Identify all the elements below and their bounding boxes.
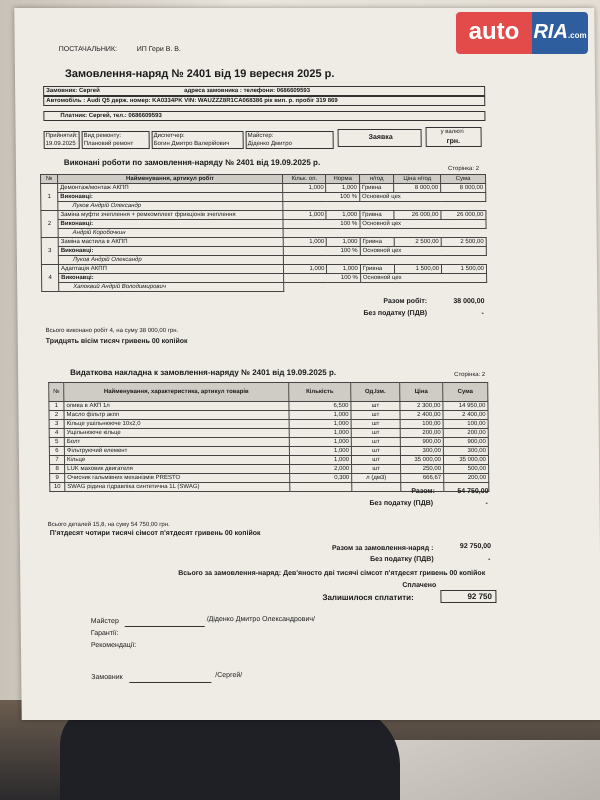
cell: олива в АКП 1л bbox=[64, 402, 289, 411]
works-title: Виконані роботи по замовлення-наряду № 2401 від 19.09.2025 р. bbox=[63, 158, 321, 167]
grand-total-value: 92 750,00 bbox=[459, 543, 492, 550]
cell: 1 bbox=[49, 402, 64, 411]
master-sign-line bbox=[125, 626, 205, 627]
supplier-label: ПОСТАЧАЛЬНИК: bbox=[58, 46, 117, 53]
works-total-label: Разом робіт: bbox=[383, 298, 428, 305]
cell: Заміна муфти зчеплення + ремкомплект фрикціонів зчеплення bbox=[58, 211, 283, 220]
cell: 8 000,00 bbox=[394, 184, 441, 193]
grand-vat-label: Без податку (ПДВ) bbox=[370, 556, 434, 563]
order-title: Замовлення-наряд № 2401 від 19 вересня 2025 р. bbox=[64, 68, 335, 80]
cell bbox=[284, 283, 487, 292]
cell: Луков Андрій Олександр bbox=[58, 202, 283, 211]
cell: 500,00 bbox=[444, 465, 489, 474]
cell: 26 000,00 bbox=[441, 211, 486, 220]
works-col-sum: Сума bbox=[441, 175, 486, 184]
supplier-name: ИП Гери В. В. bbox=[136, 46, 181, 53]
cell: 1,000 bbox=[289, 438, 351, 447]
cell: Виконавці: bbox=[58, 220, 283, 229]
cell: 3 bbox=[41, 238, 58, 265]
parts-summary-small: Всього деталей 15,8, на суму 54 750,00 грн. bbox=[47, 522, 170, 528]
payer-row bbox=[43, 111, 485, 121]
info-repair-label: Вид ремонту: bbox=[83, 133, 122, 139]
cell: Гривна bbox=[359, 184, 394, 193]
parts-col-name: Найменування, характеристика, артикул товарів bbox=[64, 383, 289, 402]
table-row bbox=[41, 229, 486, 238]
cell: 250,00 bbox=[401, 465, 444, 474]
table-row bbox=[41, 256, 486, 265]
cell: Виконавці: bbox=[58, 193, 283, 202]
cell: 200,00 bbox=[400, 429, 443, 438]
cell: Адаптація АКПП bbox=[58, 265, 283, 274]
table-row bbox=[49, 429, 488, 438]
cell: 100,00 bbox=[443, 420, 488, 429]
info-accepted-value: 19.09.2025 bbox=[45, 141, 76, 147]
table-row bbox=[50, 474, 489, 483]
parts-page: Сторінка: 2 bbox=[454, 372, 486, 378]
cell: шт bbox=[352, 465, 401, 474]
customer-name: Замовник: Сергей bbox=[46, 88, 100, 94]
car-row bbox=[43, 96, 485, 106]
table-row bbox=[41, 265, 486, 274]
info-master-label: Майстер: bbox=[247, 133, 274, 139]
cell: л (дм3) bbox=[352, 474, 401, 483]
cell: 10 bbox=[50, 483, 65, 492]
car-info: Автомобіль : Audi Q5 держ. номер: KA0334PK VIN: WAUZZZ8R1CA068386 рік вип. р. пробіг 319 869 bbox=[46, 98, 338, 104]
cell: 1,000 bbox=[289, 447, 351, 456]
cell: SWAG рідина гідравліка синтетична 1L (SWAG) bbox=[65, 483, 290, 492]
cell: 1,000 bbox=[283, 184, 327, 193]
parts-vat-label: Без податку (ПДВ) bbox=[369, 500, 434, 507]
cell: Заміна мастила в АКПП bbox=[58, 238, 283, 247]
cell: Основной цех bbox=[360, 247, 486, 256]
cell: Основной цех bbox=[359, 193, 485, 202]
table-row bbox=[41, 202, 486, 211]
cell bbox=[352, 483, 401, 492]
cell: Гривна bbox=[360, 238, 395, 247]
cell: Гривна bbox=[360, 265, 395, 274]
cell: Луков Андрій Олександр bbox=[58, 256, 283, 265]
recommend-label: Рекомендації: bbox=[90, 642, 137, 649]
works-col-qty: Кільк. оп. bbox=[283, 175, 327, 184]
works-header-row bbox=[41, 175, 486, 184]
table-row bbox=[42, 283, 487, 292]
cell: 1,000 bbox=[289, 429, 351, 438]
document-paper bbox=[14, 8, 600, 720]
cell: Кільце ушільнююче 10x2,0 bbox=[64, 420, 289, 429]
parts-col-unit: Од.Ізм. bbox=[351, 383, 400, 402]
cell: 100,00 bbox=[400, 420, 443, 429]
customer-address: адреса замовника : телефони: 0686609593 bbox=[184, 88, 311, 94]
cell: шт bbox=[351, 402, 400, 411]
cell: 100 % bbox=[283, 220, 360, 229]
cell: 4 bbox=[41, 265, 58, 292]
customer-sign-name: /Сергей/ bbox=[215, 672, 243, 679]
cell: Кільце bbox=[64, 456, 289, 465]
cell: 2,000 bbox=[290, 465, 352, 474]
cell: шт bbox=[351, 420, 400, 429]
cell: 35 000,00 bbox=[400, 456, 443, 465]
table-row bbox=[41, 238, 486, 247]
cell: 1,000 bbox=[283, 265, 327, 274]
cell: Гривна bbox=[360, 211, 395, 220]
parts-col-qty: Кількість bbox=[289, 383, 351, 402]
cell: 8 000,00 bbox=[441, 184, 486, 193]
table-row bbox=[49, 402, 488, 411]
table-row bbox=[49, 447, 488, 456]
remaining-box bbox=[440, 590, 496, 603]
table-row bbox=[49, 456, 488, 465]
grand-total-label: Разом за замовлення-наряд : bbox=[331, 545, 434, 552]
remaining-value: 92 750 bbox=[467, 592, 492, 601]
parts-col-num: № bbox=[49, 383, 64, 402]
works-table bbox=[40, 174, 487, 292]
cell: Болт bbox=[64, 438, 289, 447]
warranty-label: Гарантії: bbox=[90, 630, 119, 637]
cell bbox=[283, 256, 486, 265]
info-request-label: Заявка bbox=[368, 134, 393, 141]
cell: 1,000 bbox=[289, 420, 351, 429]
parts-total-value: 54 750,00 bbox=[457, 488, 489, 495]
cell: Виконавці: bbox=[59, 274, 284, 283]
cell: 1 500,00 bbox=[395, 265, 442, 274]
parts-table bbox=[48, 382, 489, 492]
cell bbox=[283, 202, 486, 211]
cell: Андрій Коробочкин bbox=[58, 229, 283, 238]
table-row bbox=[41, 220, 486, 229]
cell: 1,000 bbox=[283, 238, 327, 247]
cell: 1,000 bbox=[327, 265, 360, 274]
parts-vat-value: - bbox=[485, 500, 488, 507]
cell: 7 bbox=[49, 456, 64, 465]
cell: 3 bbox=[49, 420, 64, 429]
table-row bbox=[49, 420, 488, 429]
cell: 26 000,00 bbox=[394, 211, 441, 220]
cell: 1,000 bbox=[289, 411, 351, 420]
cell: Основной цех bbox=[360, 274, 486, 283]
cell: 1,000 bbox=[327, 238, 360, 247]
cell: 6 bbox=[49, 447, 64, 456]
info-repair-type bbox=[82, 131, 150, 149]
logo-auto: auto bbox=[456, 12, 532, 54]
works-summary-small: Всього виконано робіт 4, на суму 38 000,00 грн. bbox=[45, 328, 179, 334]
cell: Основной цех bbox=[360, 220, 486, 229]
table-row bbox=[49, 438, 488, 447]
cell: 900,00 bbox=[443, 438, 488, 447]
payer-info: Платник: Сергей, тел.: 0686609593 bbox=[60, 113, 162, 119]
cell: 100 % bbox=[283, 193, 360, 202]
info-dispatcher-label: Диспетчер: bbox=[153, 133, 185, 139]
remaining-label: Залишилося сплатити: bbox=[322, 593, 414, 602]
info-currency-value: грн. bbox=[446, 138, 461, 145]
master-sign-label: Майстер bbox=[90, 618, 119, 625]
parts-col-sum: Сума bbox=[443, 383, 488, 402]
cell: шт bbox=[351, 411, 400, 420]
works-vat-value: - bbox=[481, 310, 484, 317]
cell: 2 500,00 bbox=[395, 238, 442, 247]
cell: 2 bbox=[41, 211, 58, 238]
works-col-name: Найменування, артикул робіт bbox=[58, 175, 283, 184]
customer-sign-label: Замовник bbox=[91, 674, 123, 681]
table-row bbox=[49, 411, 488, 420]
works-col-num: № bbox=[41, 175, 58, 184]
cell: 900,00 bbox=[400, 438, 443, 447]
cell: 2 400,00 bbox=[400, 411, 443, 420]
cell: LUK маховик двигателя bbox=[65, 465, 290, 474]
info-master bbox=[246, 131, 334, 149]
parts-summary-words: П'ятдесят чотири тисячі сімсот п'ятдесят гривень 00 копійок bbox=[49, 530, 261, 537]
info-currency bbox=[426, 127, 482, 147]
info-currency-label: у валюті bbox=[440, 129, 464, 135]
info-accepted-label: Прийнятий: bbox=[45, 133, 78, 139]
works-summary-words: Тридцять вісім тисяч гривень 00 копійок bbox=[45, 338, 188, 345]
works-total-value: 38 000,00 bbox=[453, 298, 485, 305]
cell: 4 bbox=[49, 429, 64, 438]
cell: 300,00 bbox=[443, 447, 488, 456]
parts-col-price: Ціна bbox=[400, 383, 443, 402]
cell: Очисник гальмівних механізмів PRESTO bbox=[65, 474, 290, 483]
info-master-value: Діденко Дмитро bbox=[247, 141, 292, 147]
grand-vat-value: - bbox=[488, 556, 491, 563]
table-row bbox=[41, 247, 486, 256]
cell: 8 bbox=[50, 465, 65, 474]
cell: 1,000 bbox=[326, 211, 359, 220]
cell: 14 950,00 bbox=[443, 402, 488, 411]
cell: Фільтруючий елемент bbox=[64, 447, 289, 456]
cell: 2 500,00 bbox=[441, 238, 486, 247]
cell: 100 % bbox=[283, 247, 360, 256]
table-row bbox=[42, 274, 487, 283]
cell: 2 400,00 bbox=[443, 411, 488, 420]
cell: 200,00 bbox=[443, 429, 488, 438]
cell: Демонтаж/монтаж АКПП bbox=[58, 184, 283, 193]
table-row bbox=[41, 184, 486, 193]
customer-row bbox=[43, 86, 485, 96]
cell: 35 000,00 bbox=[443, 456, 488, 465]
grand-words: Всього за замовлення-наряд: Дев'яносто дві тисячі сімсот п'ятдесят гривень 00 копійок bbox=[178, 570, 486, 577]
parts-total-label: Разом: bbox=[411, 488, 435, 495]
cell: 200,00 bbox=[444, 474, 489, 483]
works-col-norm: Норма bbox=[326, 175, 359, 184]
works-page: Сторінка: 2 bbox=[447, 166, 480, 172]
logo-ria bbox=[532, 12, 588, 54]
table-row bbox=[41, 211, 486, 220]
info-request bbox=[338, 129, 422, 147]
cell: 0,300 bbox=[290, 474, 352, 483]
cell: 1,000 bbox=[326, 184, 359, 193]
cell: 1,000 bbox=[283, 211, 327, 220]
cell: 5 bbox=[49, 438, 64, 447]
info-repair-value: Плановий ремонт bbox=[83, 141, 134, 147]
cell: 1 500,00 bbox=[441, 265, 486, 274]
logo-ria-text: RIA bbox=[533, 21, 568, 43]
cell: Виконавці: bbox=[58, 247, 283, 256]
parts-title: Видаткова накладна к замовлення-наряду № 2401 від 19.09.2025 р. bbox=[70, 368, 337, 377]
cell: 9 bbox=[50, 474, 65, 483]
cell: 2 300,00 bbox=[400, 402, 443, 411]
works-col-price: Ціна н/год bbox=[394, 175, 441, 184]
cell: 1,000 bbox=[289, 456, 351, 465]
autoria-logo bbox=[456, 12, 588, 54]
info-dispatcher bbox=[152, 131, 244, 149]
cell bbox=[283, 229, 486, 238]
cell: 100 % bbox=[284, 274, 361, 283]
logo-ria-domain: .com bbox=[567, 31, 587, 40]
cell: Масло фільтр акпп bbox=[64, 411, 289, 420]
info-dispatcher-value: Богин Дмитро Валерійович bbox=[153, 141, 230, 147]
cell: шт bbox=[351, 447, 400, 456]
cell: 2 bbox=[49, 411, 64, 420]
cell bbox=[290, 483, 352, 492]
cell: шт bbox=[351, 429, 400, 438]
cell: 1 bbox=[41, 184, 58, 211]
cell: Ущільнююче кільце bbox=[64, 429, 289, 438]
cell: 6,500 bbox=[289, 402, 351, 411]
parts-header-row bbox=[49, 383, 488, 402]
table-row bbox=[41, 193, 486, 202]
works-col-unit: н/год bbox=[359, 175, 394, 184]
cell: 300,00 bbox=[400, 447, 443, 456]
cell: шт bbox=[351, 438, 400, 447]
table-row bbox=[50, 465, 489, 474]
cell: шт bbox=[352, 456, 401, 465]
master-sign-name: /Діденко Дмитро Олександрович/ bbox=[206, 616, 316, 623]
works-vat-label: Без податку (ПДВ) bbox=[363, 310, 428, 317]
cell: Хапоквий Андрій Володимирович bbox=[59, 283, 284, 292]
info-accepted bbox=[44, 131, 80, 149]
customer-sign-line bbox=[129, 682, 211, 683]
paid-label: Сплачено bbox=[402, 582, 437, 589]
cell: 666,67 bbox=[401, 474, 444, 483]
